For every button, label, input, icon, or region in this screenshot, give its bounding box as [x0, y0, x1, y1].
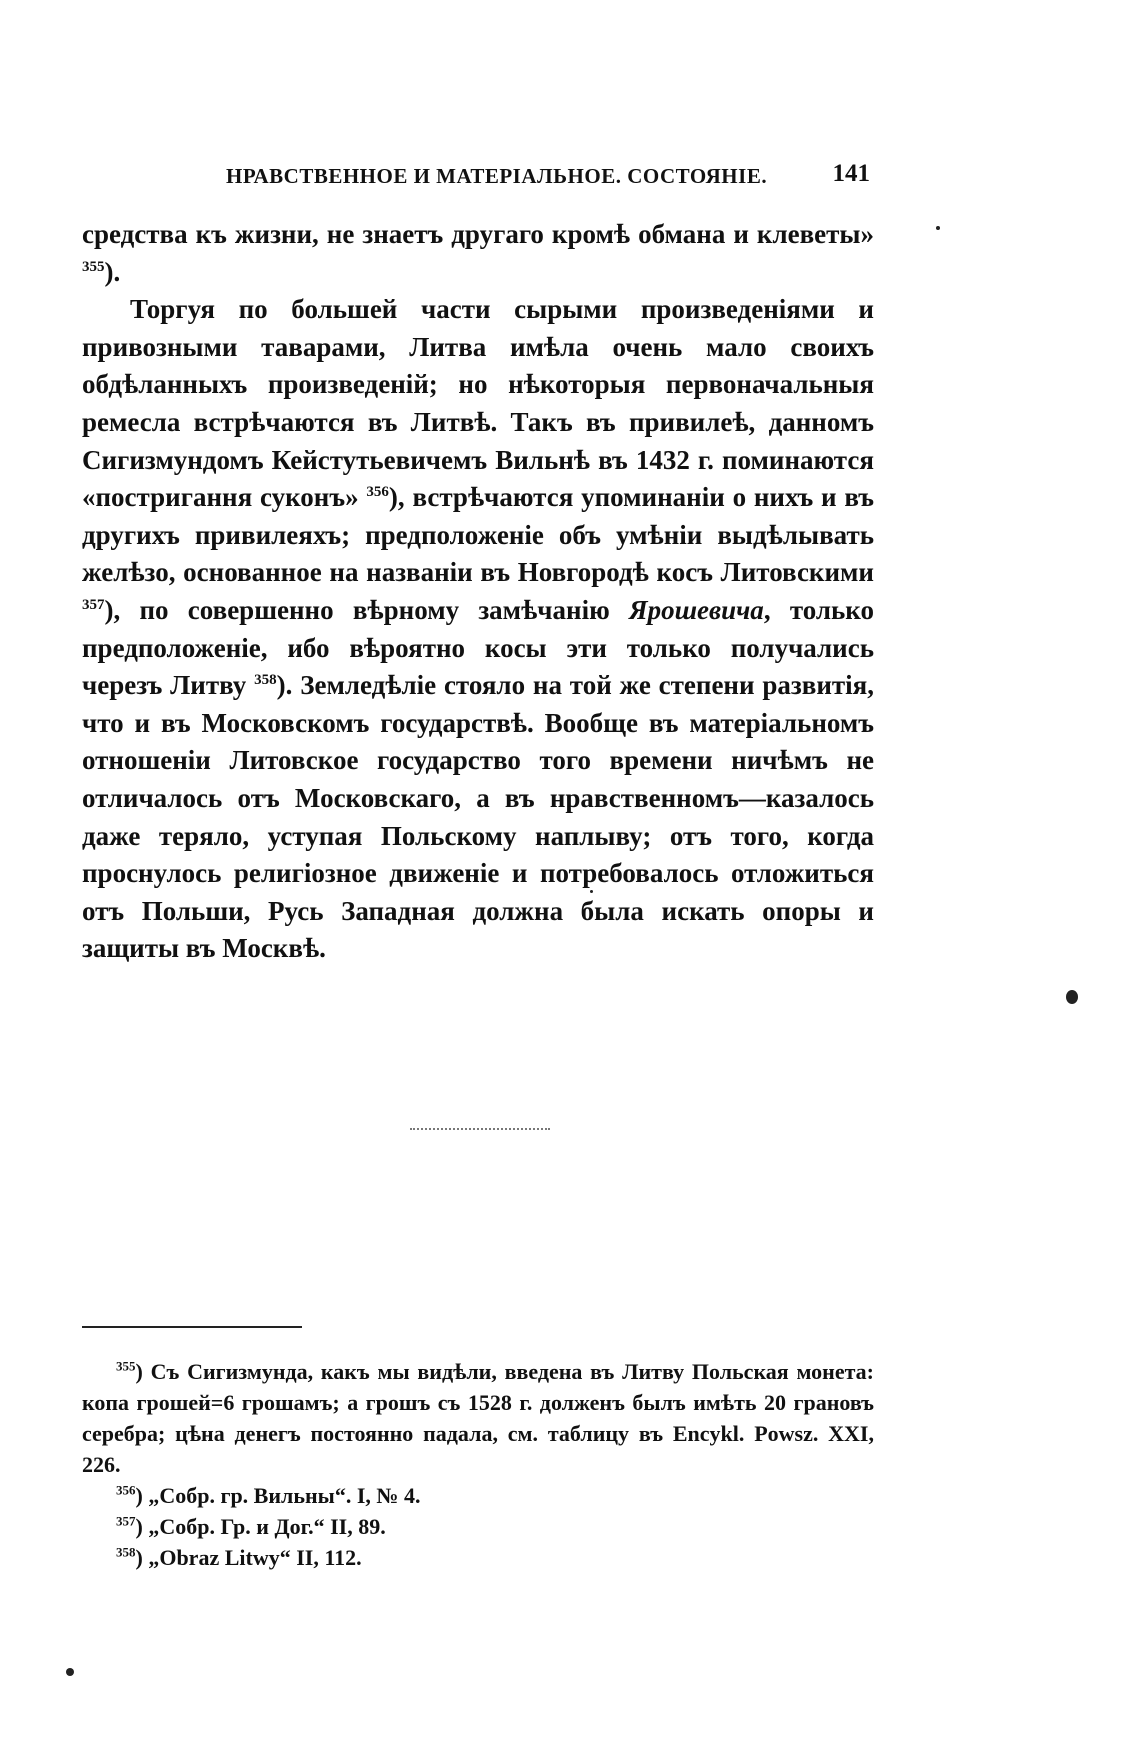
footnotes	[82, 1356, 874, 1573]
footnote-ref-357: 357	[82, 596, 105, 613]
footnote-text: ) „Собр. Гр. и Дог.“ II, 89.	[135, 1514, 386, 1539]
paragraph-text: средства къ жизни, не знаетъ другаго кромѣ обмана и клеветы»	[82, 219, 874, 249]
page-number: 141	[832, 160, 870, 187]
footnote-ref-358: 358	[254, 672, 277, 689]
scan-speck	[66, 1668, 74, 1676]
main-text	[82, 216, 874, 968]
footnote-ref-356: 356	[366, 484, 389, 501]
text-segment: ), по совершенно вѣрному замѣчанію	[104, 594, 610, 625]
footnote-text: ) „Собр. гр. Вильны“. I, № 4.	[135, 1483, 421, 1508]
footnote-358	[82, 1542, 874, 1573]
running-title: НРАВСТВЕННОЕ И МАТЕРІАЛЬНОЕ. СОСТОЯНІЕ.	[226, 164, 768, 188]
scan-speck	[590, 890, 593, 893]
section-divider	[410, 1128, 550, 1134]
footnote-357	[82, 1511, 874, 1542]
footnote-ref-355: 355	[82, 258, 105, 275]
text-segment: ). Земледѣліе стояло на той же степени развитія, что и въ Московскомъ государствѣ. Вообще въ матеріальномъ отношеніи Литовское государство того времени ничѣмъ не отличалось отъ Московскаго, а въ нравственномъ—казалось даже теряло, уступая Польскому наплыву; отъ того, когда проснулось религіозное движеніе и потребовалось отложиться отъ Польши, Русь Западная должна была искать опоры и защиты въ Москвѣ.	[82, 670, 874, 964]
text-segment: , только предположеніе, ибо вѣроятно косы эти только получались черезъ Литву	[82, 594, 874, 701]
footnote-text: ) Съ Сигизмунда, какъ мы видѣли, введена въ Литву Польская монета: копа грошей=6 грошамъ; а грошъ съ 1528 г. долженъ былъ имѣть 20 грановъ серебра; цѣна денегъ постоянно падала, см. таблицу въ Encykl. Powsz. XXI, 226.	[82, 1359, 874, 1477]
scan-speck	[1066, 990, 1078, 1004]
footnote-number: 358	[116, 1544, 136, 1560]
text-segment: Торгуя по большей части сырыми произведеніями и привозными таварами, Литва имѣла очень мало своихъ обдѣланныхъ произведеній; но нѣкоторыя первоначальныя ремесла встрѣчаются въ Литвѣ. Такъ въ привилеѣ, данномъ Сигизмундомъ Кейстутьевичемъ Вильнѣ въ 1432 г. поминаются «постригання суконъ»	[82, 294, 874, 513]
footnote-355	[82, 1356, 874, 1480]
footnote-number: 355	[116, 1358, 136, 1374]
text-segment: ), встрѣчаются упоминаніи о нихъ и въ другихъ привилеяхъ; предположеніе объ умѣніи выдѣлывать желѣзо, основанное на названіи въ Новгородѣ косъ Литовскими	[82, 482, 874, 588]
author-name: Ярошевича	[628, 594, 764, 625]
paragraph-tail: ).	[104, 256, 121, 287]
paragraph-trade	[82, 291, 874, 968]
footnote-text: ) „Obraz Litwy“ II, 112.	[135, 1545, 362, 1570]
footnote-number: 357	[116, 1513, 136, 1529]
scan-speck	[936, 226, 940, 230]
footnote-number: 356	[116, 1482, 136, 1498]
footnote-356	[82, 1480, 874, 1511]
paragraph-continuation	[82, 216, 874, 291]
page-header	[160, 160, 870, 200]
footnote-rule	[82, 1326, 302, 1328]
